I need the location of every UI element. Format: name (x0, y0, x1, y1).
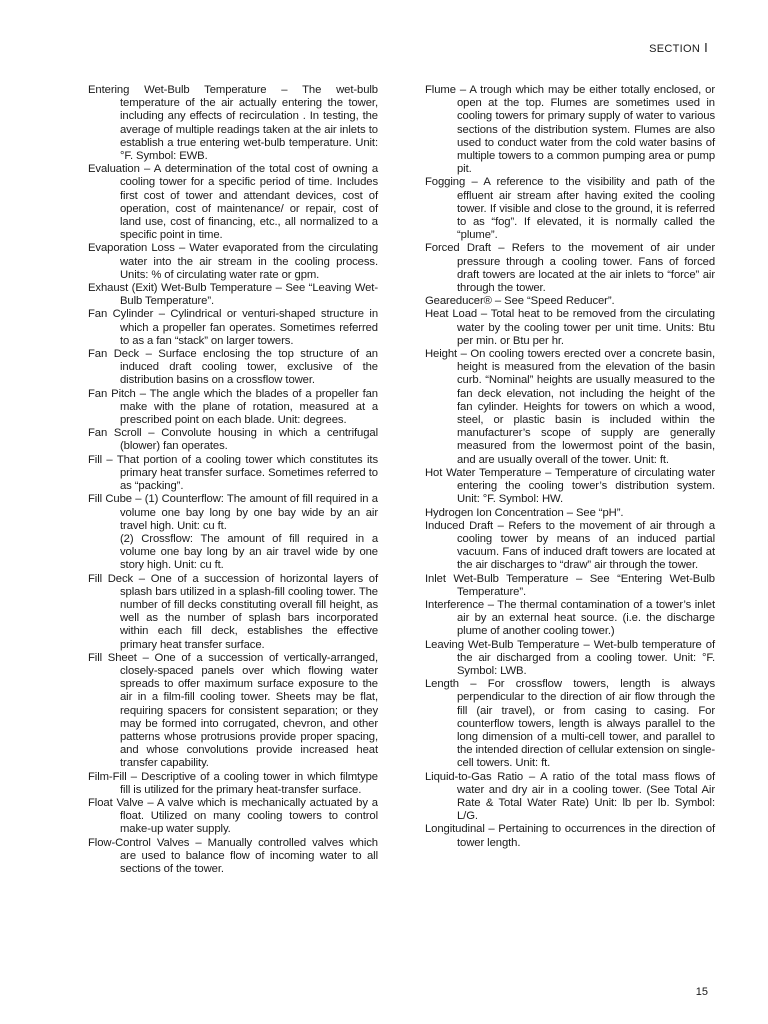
glossary-entry (88, 388, 378, 428)
glossary-entry-text: Inlet Wet-Bulb Temperature – See “Entering Wet-Bulb Temperature”. (425, 572, 715, 598)
glossary-entry (88, 771, 378, 797)
glossary-entry (425, 84, 715, 176)
glossary-entry (88, 573, 378, 652)
glossary-entry-text: Hydrogen Ion Concentration – See “pH”. (425, 506, 624, 519)
glossary-entry (88, 493, 378, 572)
glossary-entry-text: Fan Cylinder – Cylindrical or venturi-shaped structure in which a propeller fan operates. Sometimes referred to as a fan “stack” on larger towers. (88, 308, 378, 347)
glossary-entry (425, 639, 715, 679)
glossary-entry-text: Heat Load – Total heat to be removed from the circulating water by the cooling tower per unit time. Units: Btu per min. or Btu per hr. (425, 308, 715, 347)
glossary-entry (425, 573, 715, 599)
glossary-entry-text: Fan Scroll – Convolute housing in which a centrifugal (blower) fan operates. (88, 427, 378, 453)
glossary-entry (88, 308, 378, 348)
glossary-entry-text: Geareducer® – See “Speed Reducer”. (425, 295, 615, 308)
glossary-entry (425, 507, 715, 520)
glossary-entry (88, 348, 378, 388)
glossary-entry-text: Length – For crossflow towers, length is always perpendicular to the direction of air flow through the fill (air travel), or from casing to casing. For counterflow towers, length is always parallel to the long dimension of a multi-cell tower, and parallel to the intended direction of cellular extension on single-cell towers. Unit: ft. (425, 678, 715, 770)
glossary-entry (425, 599, 715, 639)
glossary-entry-text: Forced Draft – Refers to the movement of air under pressure through a cooling tower. Fans of forced draft towers are located at the air inlets to “force” air through the tower. (425, 242, 715, 295)
glossary-entry (425, 295, 715, 308)
glossary-entry (88, 837, 378, 877)
glossary-entry-text: Film-Fill – Descriptive of a cooling tower in which filmtype fill is utilized for the primary heat-transfer surface. (88, 770, 378, 796)
glossary-entry-text: Fill Deck – One of a succession of horizontal layers of splash bars utilized in a splash-fill cooling tower. The number of fill decks constituting overall fill height, as well as the number of splash bars incorporated within each fill deck, establishes the effective primary heat transfer surface. (88, 572, 378, 651)
glossary-entry (88, 454, 378, 494)
glossary-entry-text: Height – On cooling towers erected over a concrete basin, height is measured from the elevation of the basin curb. “Nominal” heights are usually measured to the fan deck elevation, not including the height of the fan cylinder. Heights for towers on which a wood, steel, or plastic basin is included within the manufacturer’s scope of supply are generally measured from the lowermost point of the basin, and are usually overall of the tower. Unit: ft. (425, 348, 715, 466)
glossary-entry (425, 520, 715, 573)
glossary-entry (425, 678, 715, 770)
section-header (649, 40, 708, 55)
glossary-entry (425, 242, 715, 295)
glossary-entry-text: Fogging – A reference to the visibility and path of the effluent air stream after having exited the cooling tower. If visible and close to the ground, it is referred to as “fog”. If elevated, it is normally called the “plume”. (425, 176, 715, 242)
glossary-entry-text: Entering Wet-Bulb Temperature – The wet-bulb temperature of the air actually entering the tower, including any effects of recirculation . In testing, the average of multiple readings taken at the air inlets to establish a true entering wet-bulb temperature. Unit: °F. Symbol: EWB. (88, 84, 378, 163)
section-number: I (704, 40, 708, 55)
glossary-entry-text: Evaporation Loss – Water evaporated from the circulating water into the air stream in the cooling process. Units: % of circulating water rate or gpm. (88, 242, 378, 281)
glossary-entry-text: Liquid-to-Gas Ratio – A ratio of the total mass flows of water and dry air in a cooling tower. (See Total Air Rate & Total Water Rate) Unit: lb per lb. Symbol: L/G. (425, 770, 715, 823)
glossary-entry-text: Evaluation – A determination of the total cost of owning a cooling tower for a specific period of time. Includes first cost of tower and attendant devices, cost of operation, cost of maintenance/ or repair, cost of land use, cost of financing, etc., all normalized to a specific point in time. (88, 163, 378, 242)
glossary-entry (88, 427, 378, 453)
glossary-entry-text: Induced Draft – Refers to the movement of air through a cooling tower by means of an induced partial vacuum. Fans of induced draft towers are located at the air discharges to “draw” air through the tower. (425, 519, 715, 572)
right-column (425, 84, 715, 850)
glossary-entry (425, 308, 715, 348)
glossary-entry (88, 797, 378, 837)
glossary-entry-text: Hot Water Temperature – Temperature of circulating water entering the cooling tower’s distribution system. Unit: °F. Symbol: HW. (425, 466, 715, 506)
glossary-entry-text: Float Valve – A valve which is mechanically actuated by a float. Utilized on many cooling towers to control make-up water supply. (88, 796, 378, 836)
left-column (88, 84, 378, 876)
glossary-entry-text: Fan Pitch – The angle which the blades of a propeller fan make with the plane of rotation, measured at a prescribed point on each blade. Unit: degrees. (88, 387, 378, 427)
glossary-entry-text: Flume – A trough which may be either totally enclosed, or open at the top. Flumes are sometimes used in cooling towers for primary supply of water to various sections of the distribution system. Flumes are also used to conduct water from the cold water basins of multiple towers to a common pumping area or pump pit. (425, 84, 715, 176)
glossary-entry-text: Fill Sheet – One of a succession of vertically-arranged, closely-spaced panels over which flowing water spreads to offer maximum surface exposure to the air in a film-fill cooling tower. Sheets may be flat, requiring spacers for consistent separation; or they may be formed into corrugated, chevron, and other patterns whose protrusions provide proper spacing, and whose convolutions provide increased heat transfer capability. (88, 651, 378, 770)
glossary-entry (425, 467, 715, 507)
page-number: 15 (695, 986, 708, 998)
glossary-entry (425, 771, 715, 824)
glossary-entry (425, 176, 715, 242)
glossary-entry-text: Interference – The thermal contamination of a tower’s inlet air by an external heat source. (i.e. the discharge plume of another cooling tower.) (425, 598, 715, 638)
glossary-entry-text: Fill Cube – (1) Counterflow: The amount of fill required in a volume one bay long by one bay wide by an air travel high. Unit: cu ft. (88, 493, 378, 532)
glossary-entry (88, 282, 378, 308)
glossary-entry (88, 242, 378, 282)
glossary-entry (425, 348, 715, 467)
glossary-entry-text: Longitudinal – Pertaining to occurrences in the direction of tower length. (425, 823, 715, 849)
glossary-entry-text: Leaving Wet-Bulb Temperature – Wet-bulb temperature of the air discharged from a cooling tower. Unit: °F. Symbol: LWB. (425, 638, 715, 677)
glossary-entry-subitem: (2) Crossflow: The amount of fill required in a volume one bay long by an air travel wide by one story high. Unit: cu ft. (120, 532, 378, 572)
glossary-entry-text: Exhaust (Exit) Wet-Bulb Temperature – See “Leaving Wet-Bulb Temperature”. (88, 282, 378, 308)
glossary-entry (88, 84, 378, 163)
section-label: SECTION (649, 43, 701, 55)
glossary-entry-text: Fan Deck – Surface enclosing the top structure of an induced draft cooling tower, exclusive of the distribution basins on a crossflow tower. (88, 348, 378, 387)
glossary-entry-text: Flow-Control Valves – Manually controlled valves which are used to balance flow of incoming water to all sections of the tower. (88, 836, 378, 875)
glossary-entry (425, 823, 715, 849)
glossary-entry (88, 163, 378, 242)
glossary-entry (88, 652, 378, 771)
glossary-entry-text: Fill – That portion of a cooling tower which constitutes its primary heat transfer surface. Sometimes referred to as “packing”. (88, 453, 378, 493)
